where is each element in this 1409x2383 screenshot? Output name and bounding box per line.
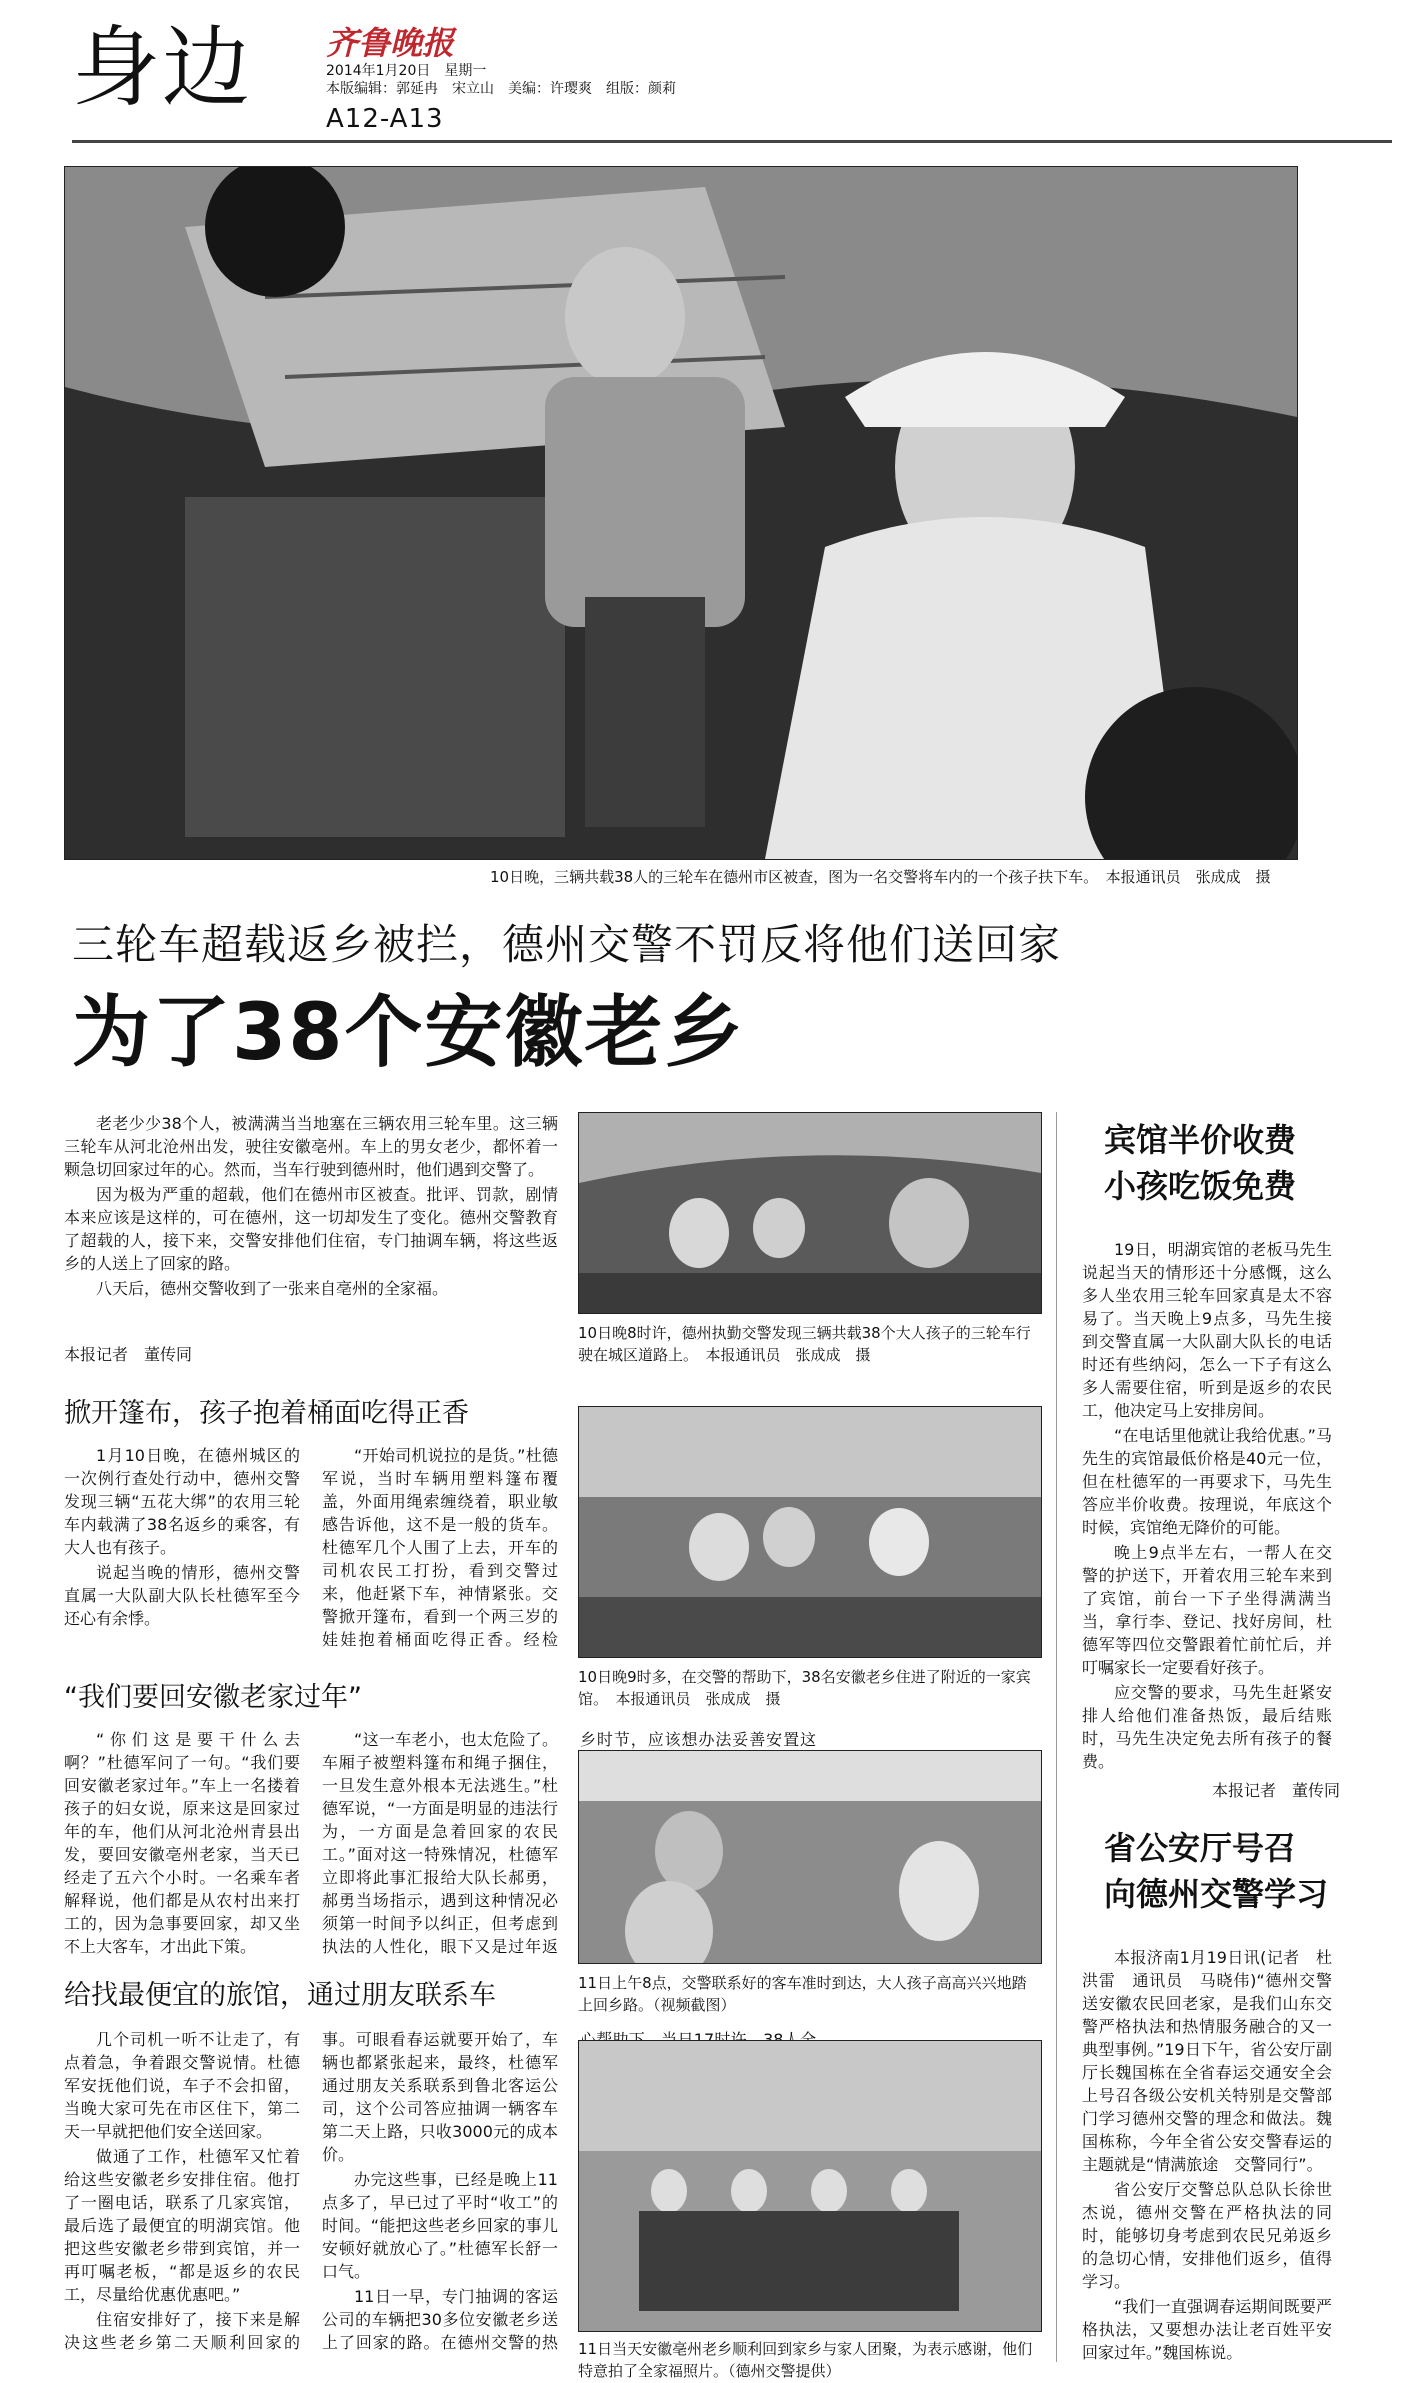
section-paragraph: 做通了工作，杜德军又忙着给这些安徽老乡安排住宿。他打了一圈电话，联系了几家宾馆，最后选了最便宜的明湖宾馆。他把这些安徽老乡带到宾馆，并一再叮嘱老板，“都是返乡的农民工，尽量给优惠优惠吧。” <box>64 2147 300 2304</box>
section-paragraph: 1月10日晚，在德州城区的一次例行查处行动中，德州交警发现三辆“五花大绑”的农用三轮车内载满了38名返乡的乘客，有大人也有孩子。 <box>64 1446 300 1557</box>
photo-bus-image <box>579 1751 1041 1963</box>
main-photo <box>64 166 1298 860</box>
side-story-title: 向德州交警学习 <box>1104 1875 1329 1913</box>
side-story-body <box>1082 1946 1332 2366</box>
section-paragraph: 11日一早，专门抽调的客运公司的车辆把30多位安徽老乡送上了回家的路。在德州交警的热 <box>322 2287 558 2352</box>
photo-hotel <box>578 1406 1042 1658</box>
article-lead <box>64 1112 558 1302</box>
article-headline: 为了38个安徽老乡 <box>72 988 745 1078</box>
section-title: 身边 <box>72 16 253 119</box>
side-story-title: 宾馆半价收费 <box>1104 1121 1297 1159</box>
section-body <box>64 1728 816 1958</box>
section-paragraph: “开始司机说拉的是货。”杜德军说，当时车辆用塑料篷布覆盖，外面用绳索缠绕着，职业敏感告诉他，这不是一般的货车。杜德军几个人围了上去，开车的司机农民工打扮，看到交警过来，他赶紧下车，神情紧张。交警掀开篷布，看到一个两三岁的娃娃抱着桶面吃得正香。经检 <box>322 1446 558 1649</box>
section-paragraph: “你们这是要干什么去啊？”杜德军问了一句。“我们要回安徽老家过年。”车上一名搂着孩子的妇女说，原来这是回家过年的车，他们从河北沧州青县出发，要回安徽亳州老家，当天已经走了五六个小时。一名乘车者解释说，他们都是从农村出来打工的，因为急事要回家，却又坐不上大客车，才出此下策。 <box>64 1730 300 1956</box>
newspaper-masthead: 齐鲁晚报 <box>326 24 455 62</box>
section-paragraph: 住宿安排好了，接下来是解决这些老乡第二天顺利回家的事。可眼看春运就要开始了，车辆也都紧张起来，最终，杜德军通过朋友关系联系到鲁北客运公司，这个公司答应抽调一辆客车第二天上路，只收3000元的成本价。 <box>64 2030 558 2352</box>
date-line: 2014年1月20日 星期一 <box>326 63 487 79</box>
editor-line: 本版编辑：郭延冉 宋立山 美编：许璎爽 组版：颜莉 <box>326 81 676 97</box>
side-paragraph: 省公安厅交警总队总队长徐世杰说，德州交警在严格执法的同时，能够切身考虑到农民兄弟返乡的急切心情，安排他们返乡，值得学习。 <box>1082 2180 1332 2291</box>
side-paragraph: “在电话里他就让我给优惠。”马先生的宾馆最低价格是40元一位，但在杜德军的一再要求下，马先生答应半价收费。按理说，年底这个时候，宾馆绝无降价的可能。 <box>1082 1426 1332 1537</box>
photo-caption: 11日上午8点，交警联系好的客车准时到达，大人孩子高高兴兴地踏上回乡路。（视频截图） <box>578 1974 1027 2014</box>
side-story-body <box>1082 1238 1332 1775</box>
lead-paragraph: 八天后，德州交警收到了一张来自亳州的全家福。 <box>96 1279 449 1298</box>
main-photo-caption: 10日晚，三辆共载38人的三轮车在德州市区被查，图为一名交警将车内的一个孩子扶下车。 本报通讯员 张成成 摄 <box>490 868 1271 886</box>
article-byline: 本报记者 董传同 <box>64 1345 193 1364</box>
section-heading: 给找最便宜的旅馆，通过朋友联系车 <box>64 1980 496 2011</box>
photo-family-image <box>579 2041 1041 2331</box>
photo-tricycle-image <box>579 1113 1041 1313</box>
photo-caption: 11日当天安徽亳州老乡顺利回到家乡与家人团聚，为表示感谢，他们特意拍了全家福照片。（德州交警提供） <box>578 2340 1033 2380</box>
side-paragraph: 本报济南1月19日讯(记者 杜洪雷 通讯员 马晓伟)“德州交警送安徽农民回老家，是我们山东交警严格执法和热情服务融合的又一典型事例。”19日下午，省公安厅副厅长魏国栋在全省春运交通安全会上号召各级公安机关特别是交警部门学习德州交警的理念和做法。魏国栋称，今年全省公安交警春运的主题就是“情满旅途 交警同行”。 <box>1082 1948 1332 2174</box>
photo-caption: 10日晚8时许，德州执勤交警发现三辆共载38个大人孩子的三轮车行驶在城区道路上。 本报通讯员 张成成 摄 <box>578 1324 1031 1364</box>
photo-bus <box>578 1750 1042 1964</box>
section-paragraph: 办完这些事，已经是晚上11点多了，早已过了平时“收工”的时间。“能把这些老乡回家的事儿安顿好就放心了。”杜德军长舒一口气。 <box>322 2170 558 2281</box>
side-story-title: 小孩吃饭免费 <box>1104 1167 1297 1205</box>
side-paragraph: 19日，明湖宾馆的老板马先生说起当天的情形还十分感慨，这么多人坐农用三轮车回家真是太不容易了。当天晚上9点多，马先生接到交警直属一大队副大队长的电话时还有些纳闷，怎么一下子有这么多人需要住宿，听到是返乡的农民工，他决定马上安排房间。 <box>1082 1240 1332 1420</box>
side-paragraph: “我们一直强调春运期间既要严格执法，又要想办法让老百姓平安回家过年。”魏国栋说。 <box>1082 2297 1332 2362</box>
column-divider <box>1056 1112 1057 2362</box>
main-photo-image <box>65 167 1297 859</box>
section-heading: 掀开篷布，孩子抱着桶面吃得正香 <box>64 1398 469 1429</box>
article-kicker: 三轮车超载返乡被拦，德州交警不罚反将他们送回家 <box>72 920 1062 969</box>
photo-family <box>578 2040 1042 2332</box>
section-paragraph: “这一车老小，也太危险了。车厢子被塑料篷布和绳子捆住，一旦发生意外根本无法逃生。”杜德军说，“一方面是明显的违法行为，一方面是急着回家的农民工。”面对这一特殊情况，杜德军立即将此事汇报给大队长郝勇，郝勇当场指示，遇到这种情况必须第一时间予以纠正，但考虑到执法的人性化，眼下又是过年返乡时节，应该想办法妥善安置这 <box>322 1730 816 1956</box>
header-rule <box>72 140 1392 143</box>
side-paragraph: 应交警的要求，马先生赶紧安排人给他们准备热饭，最后结账时，马先生决定免去所有孩子的餐费。 <box>1082 1683 1332 1771</box>
photo-caption: 10日晚9时多，在交警的帮助下，38名安徽老乡住进了附近的一家宾馆。 本报通讯员 张成成 摄 <box>578 1668 1031 1708</box>
page-range: A12-A13 <box>326 104 444 134</box>
side-story-byline: 本报记者 董传同 <box>1212 1781 1341 1800</box>
lead-paragraph: 老老少少38个人，被满满当当地塞在三辆农用三轮车里。这三辆三轮车从河北沧州出发，驶往安徽亳州。车上的男女老少，都怀着一颗急切回家过年的心。然而，当车行驶到德州时，他们遇到交警了。 <box>64 1114 558 1179</box>
lead-paragraph: 因为极为严重的超载，他们在德州市区被查。批评、罚款，剧情本来应该是这样的，可在德州，这一切却发生了变化。德州交警教育了超载的人，接下来，交警安排他们住宿，专门抽调车辆，将这些返乡的人送上了回家的路。 <box>64 1185 558 1273</box>
side-story-title: 省公安厅号召 <box>1104 1829 1297 1867</box>
photo-tricycle <box>578 1112 1042 1314</box>
section-body <box>64 1444 558 1658</box>
side-paragraph: 晚上9点半左右，一帮人在交警的护送下，开着农用三轮车来到了宾馆，前台一下子坐得满满当当，拿行李、登记、找好房间，杜德军等四位交警跟着忙前忙后，并叮嘱家长一定要看好孩子。 <box>1082 1543 1332 1677</box>
section-heading: “我们要回安徽老家过年” <box>64 1682 362 1713</box>
section-body <box>64 2028 558 2358</box>
section-paragraph: 说起当晚的情形，德州交警直属一大队副大队长杜德军至今还心有余悸。 <box>64 1563 300 1628</box>
photo-hotel-image <box>579 1407 1041 1657</box>
section-paragraph: 几个司机一听不让走了，有点着急，争着跟交警说情。杜德军安抚他们说，车子不会扣留，当晚大家可先在市区住下，第二天一早就把他们安全送回家。 <box>64 2030 300 2141</box>
